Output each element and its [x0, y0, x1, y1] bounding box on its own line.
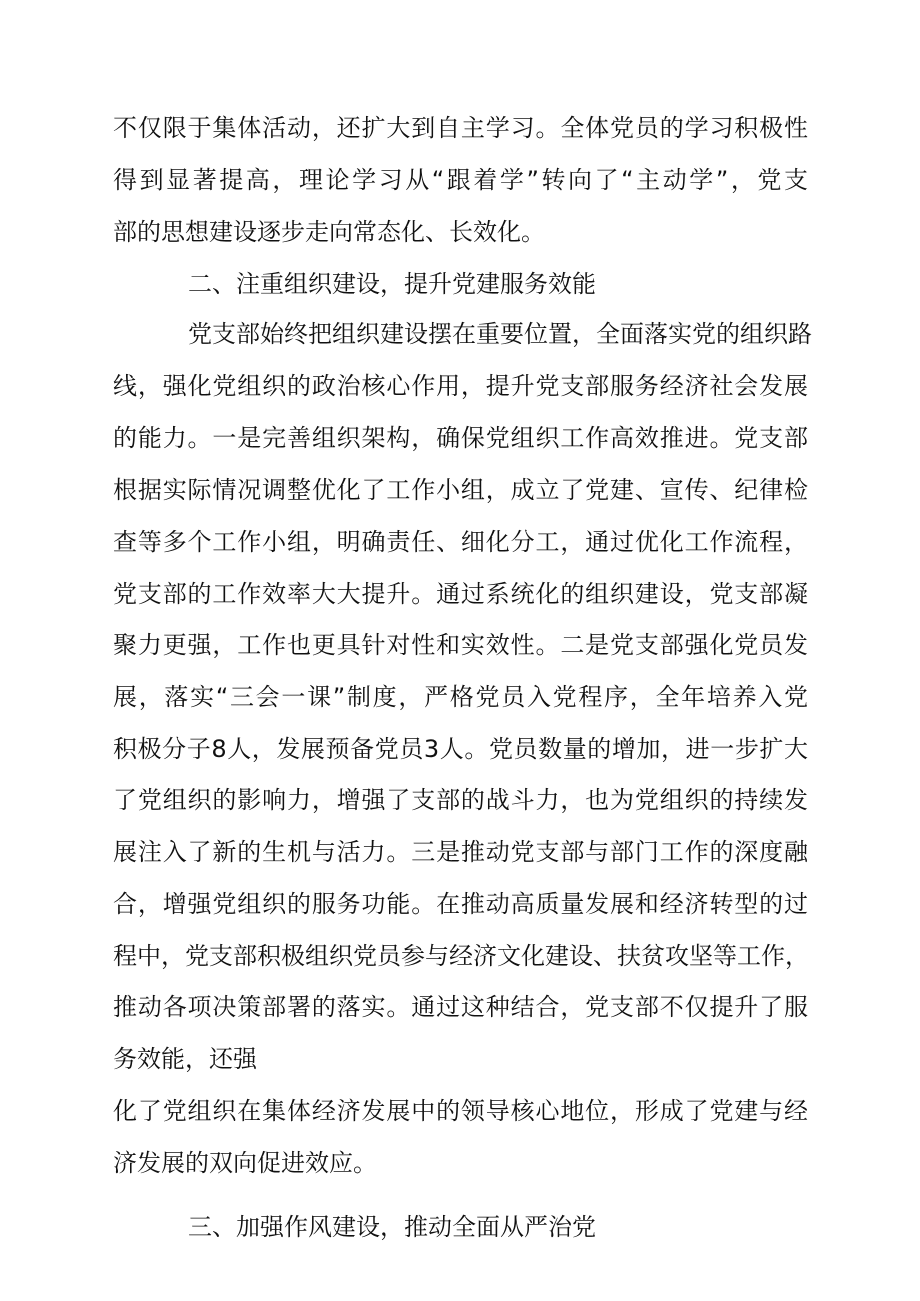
paragraph-line: 积极分子8人，发展预备党员3人。党员数量的增加，进一步扩大	[113, 735, 808, 763]
paragraph-line: 的能力。一是完善组织架构，确保党组织工作高效推进。党支部	[113, 424, 808, 452]
paragraph-line: 得到显著提高，理论学习从“跟着学”转向了“主动学”，党支	[113, 166, 808, 194]
paragraph-line: 党支部的工作效率大大提升。通过系统化的组织建设，党支部凝	[113, 580, 808, 608]
paragraph-line: 党支部始终把组织建设摆在重要位置，全面落实党的组织路	[188, 320, 812, 348]
paragraph-line: 不仅限于集体活动，还扩大到自主学习。全体党员的学习积极性	[113, 114, 808, 142]
paragraph-line: 推动各项决策部署的落实。通过这种结合，党支部不仅提升了服	[113, 993, 808, 1021]
section-heading: 三、加强作风建设，推动全面从严治党	[188, 1213, 596, 1241]
paragraph-line: 程中，党支部积极组织党员参与经济文化建设、扶贫攻坚等工作，	[113, 942, 809, 970]
paragraph-line: 查等多个工作小组，明确责任、细化分工，通过优化工作流程，	[113, 528, 808, 556]
paragraph-line: 济发展的双向促进效应。	[113, 1149, 377, 1177]
paragraph-line: 合，增强党组织的服务功能。在推动高质量发展和经济转型的过	[113, 890, 808, 918]
section-heading: 二、注重组织建设，提升党建服务效能	[188, 270, 596, 298]
paragraph-line: 了党组织的影响力，增强了支部的战斗力，也为党组织的持续发	[113, 786, 808, 814]
paragraph-line: 聚力更强，工作也更具针对性和实效性。二是党支部强化党员发	[113, 631, 808, 659]
paragraph-line: 展，落实“三会一课”制度，严格党员入党程序，全年培养入党	[113, 683, 808, 711]
paragraph-line: 展注入了新的生机与活力。三是推动党支部与部门工作的深度融	[113, 838, 808, 866]
paragraph-line: 化了党组织在集体经济发展中的领导核心地位，形成了党建与经	[113, 1097, 808, 1125]
paragraph-line: 务效能，还强	[113, 1045, 257, 1073]
paragraph-line: 部的思想建设逐步走向常态化、长效化。	[113, 218, 545, 246]
paragraph-line: 线，强化党组织的政治核心作用，提升党支部服务经济社会发展	[113, 372, 808, 400]
paragraph-line: 根据实际情况调整优化了工作小组，成立了党建、宣传、纪律检	[113, 476, 808, 504]
